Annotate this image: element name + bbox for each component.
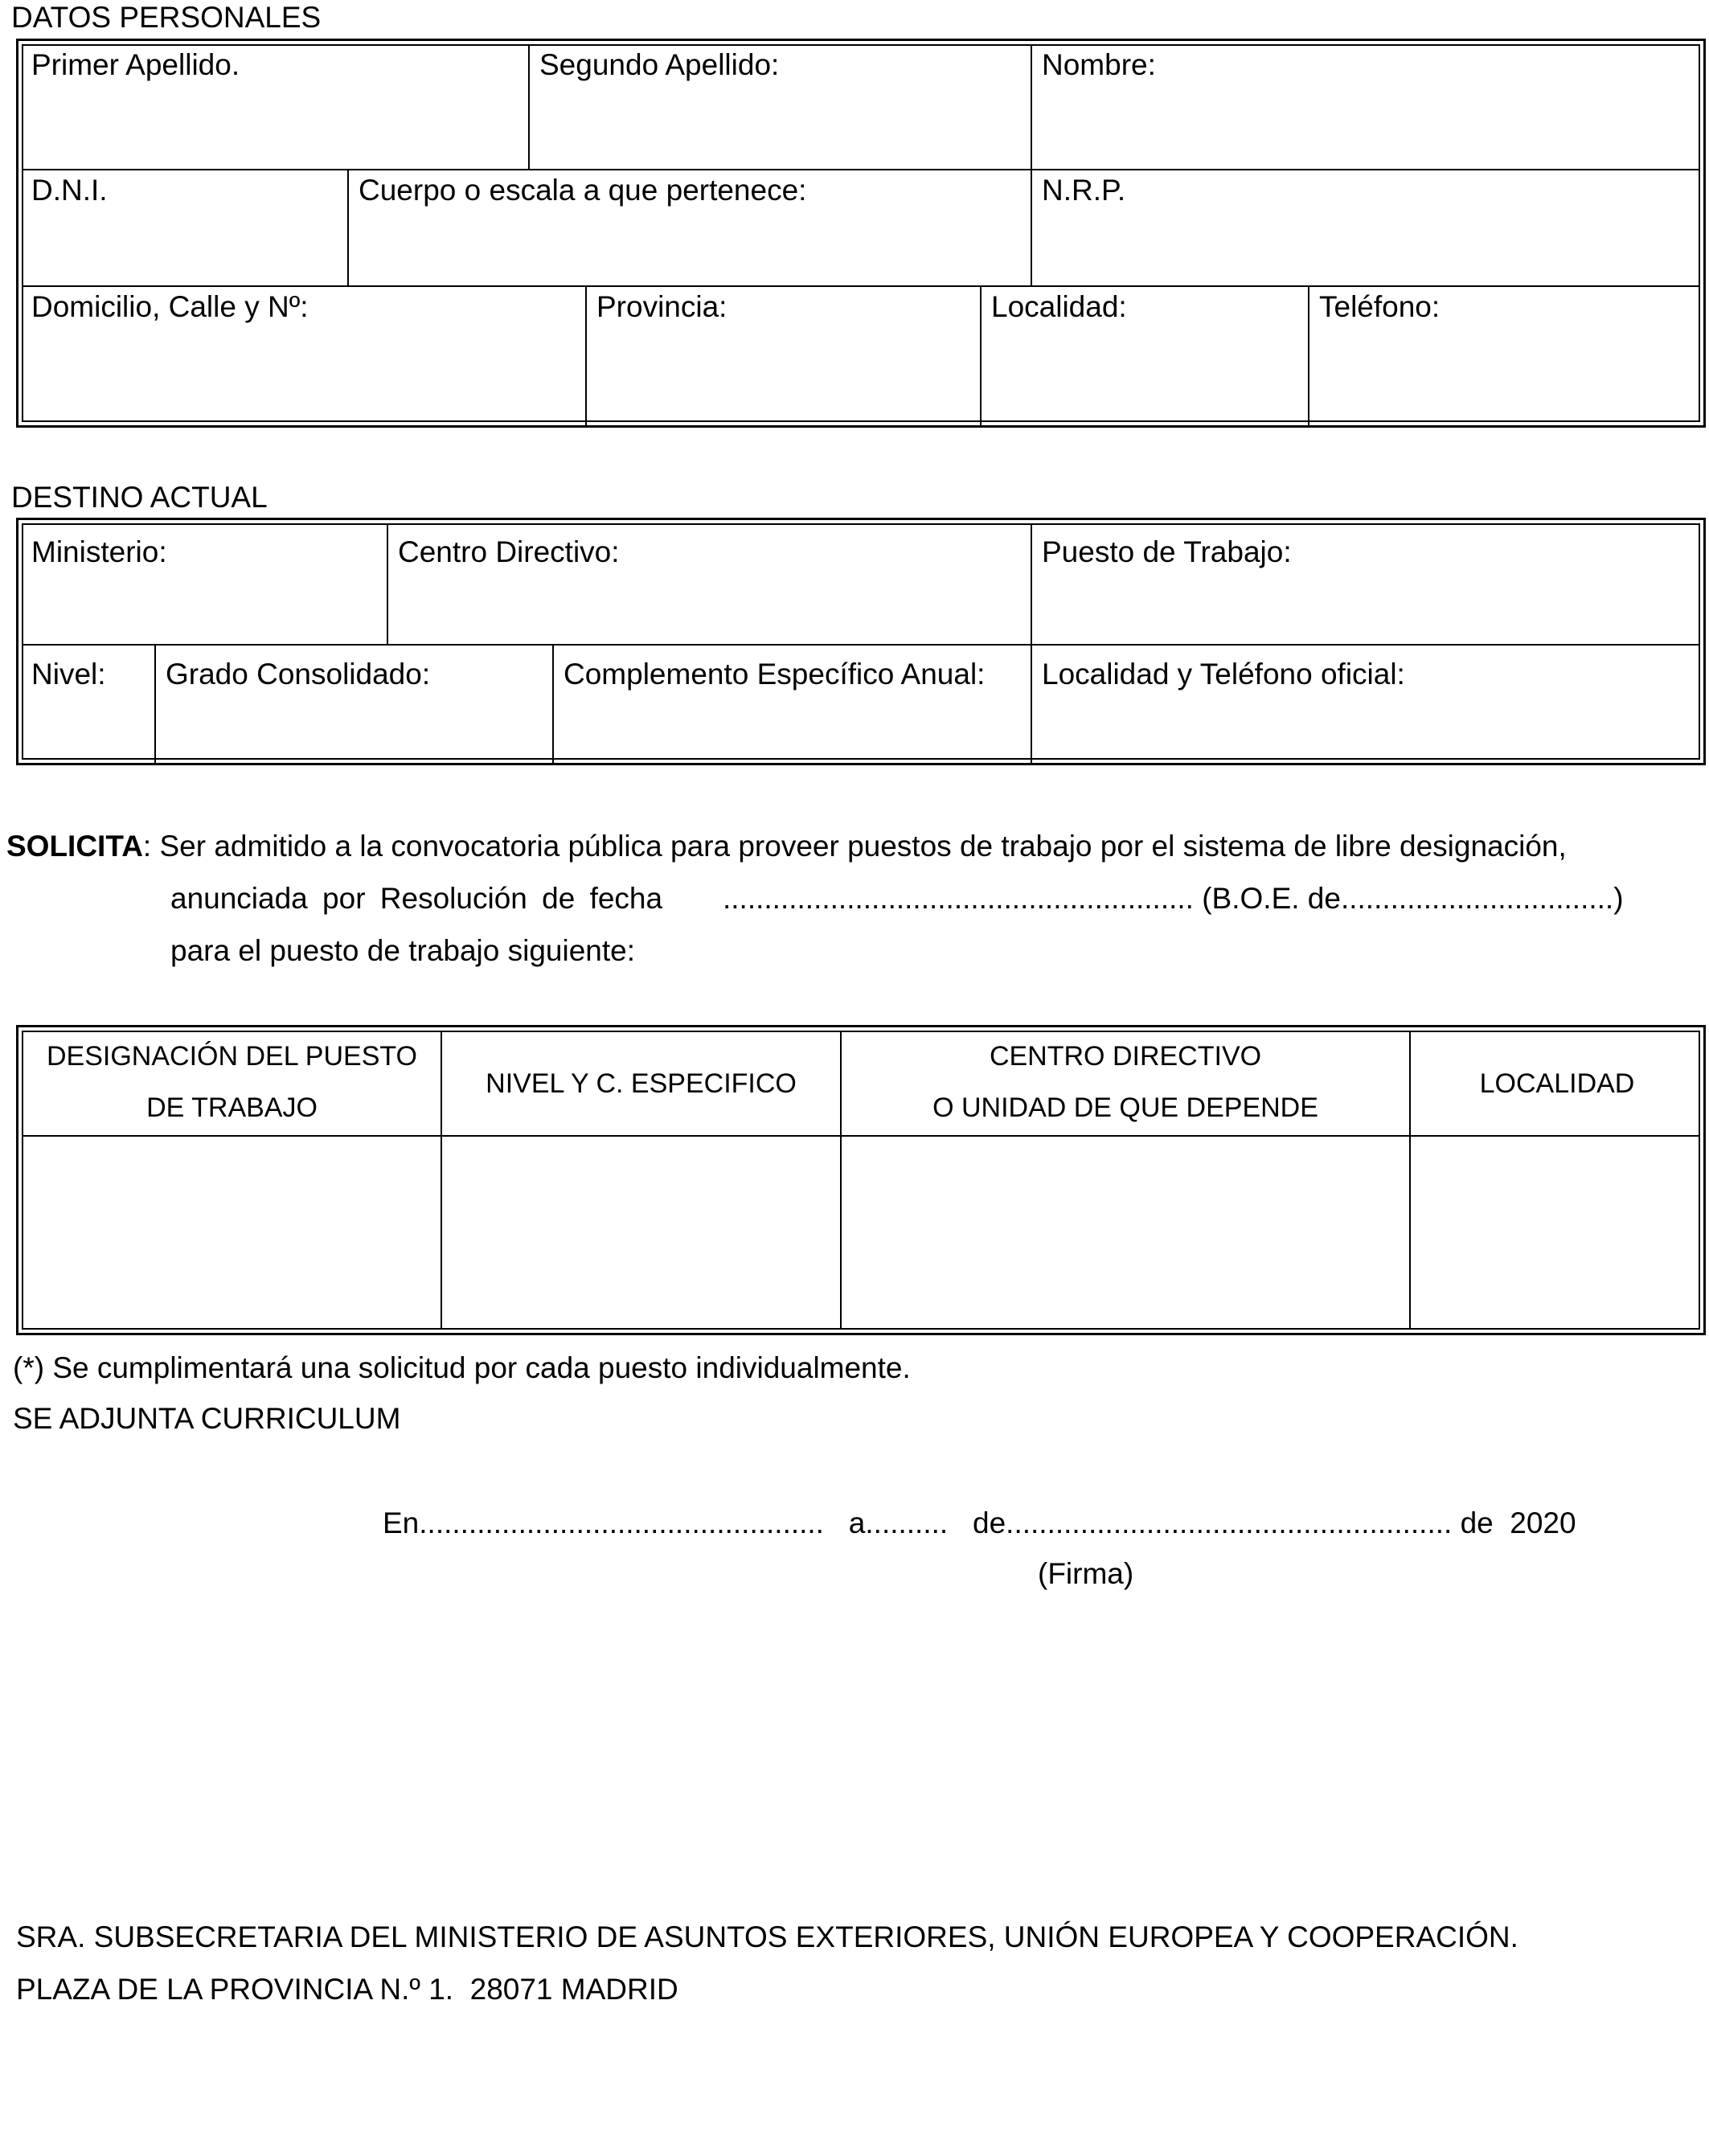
name-field[interactable]: Nombre:: [1042, 48, 1156, 81]
cell-post-designation[interactable]: [23, 1137, 441, 1333]
addressee-line-2: PLAZA DE LA PROVINCIA N.º 1. 28071 MADRID: [16, 1973, 678, 2006]
dni-field[interactable]: D.N.I.: [31, 174, 108, 207]
cell-level-specific[interactable]: [442, 1137, 840, 1333]
note-cv-attached: SE ADJUNTA CURRICULUM: [13, 1402, 401, 1435]
directive-center-field[interactable]: Centro Directivo:: [398, 535, 620, 568]
header-locality: LOCALIDAD: [1479, 1068, 1635, 1099]
request-line-3: para el puesto de trabajo siguiente:: [170, 934, 636, 967]
first-surname-field[interactable]: Primer Apellido.: [31, 48, 240, 81]
address-field[interactable]: Domicilio, Calle y Nº:: [31, 290, 309, 323]
cell-locality[interactable]: [1411, 1137, 1703, 1333]
header-level-specific: NIVEL Y C. ESPECIFICO: [486, 1068, 797, 1099]
note-one-per-post: (*) Se cumplimentará una solicitud por cada puesto individualmente.: [13, 1351, 911, 1384]
current-post-table: [16, 518, 1706, 765]
section-title-current: DESTINO ACTUAL: [11, 481, 268, 514]
request-line-2a: anunciada por Resolución de fecha: [170, 882, 663, 915]
job-post-field[interactable]: Puesto de Trabajo:: [1042, 535, 1292, 568]
consolidated-grade-field[interactable]: Grado Consolidado:: [166, 658, 431, 691]
personal-data-table: [16, 39, 1706, 428]
signature-label: (Firma): [1038, 1557, 1134, 1590]
annual-complement-field[interactable]: Complemento Específico Anual:: [564, 658, 986, 691]
province-field[interactable]: Provincia:: [596, 290, 727, 323]
ministry-field[interactable]: Ministerio:: [31, 535, 167, 568]
request-text-1: : Ser admitido a la convocatoria pública para proveer puestos de trabajo por el sistema de libre designación,: [142, 830, 1567, 863]
requested-post-table: [16, 1025, 1706, 1335]
place-date-line[interactable]: En................................................. a.......... de...................................................... de 2020: [383, 1506, 1576, 1539]
request-line-2b: ......................................................... (B.O.E. de.................................): [723, 882, 1624, 915]
level-field[interactable]: Nivel:: [31, 658, 106, 691]
second-surname-field[interactable]: Segundo Apellido:: [539, 48, 780, 81]
section-title-personal: DATOS PERSONALES: [11, 1, 322, 34]
nrp-field[interactable]: N.R.P.: [1042, 174, 1126, 207]
locality-field[interactable]: Localidad:: [991, 290, 1127, 323]
official-locality-phone-field[interactable]: Localidad y Teléfono oficial:: [1042, 658, 1405, 691]
request-keyword: SOLICITA: [6, 830, 143, 863]
request-line-1: [6, 830, 1567, 863]
header-post-designation: DESIGNACIÓN DEL PUESTO DE TRABAJO: [47, 1041, 417, 1123]
phone-field[interactable]: Teléfono:: [1319, 290, 1441, 323]
body-scale-field[interactable]: Cuerpo o escala a que pertenece:: [359, 174, 807, 207]
cell-directive-center[interactable]: [842, 1137, 1409, 1333]
header-directive-center: CENTRO DIRECTIVO O UNIDAD DE QUE DEPENDE: [932, 1041, 1318, 1123]
addressee-line-1: SRA. SUBSECRETARIA DEL MINISTERIO DE ASUNTOS EXTERIORES, UNIÓN EUROPEA Y COOPERACIÓN.: [16, 1920, 1518, 1953]
